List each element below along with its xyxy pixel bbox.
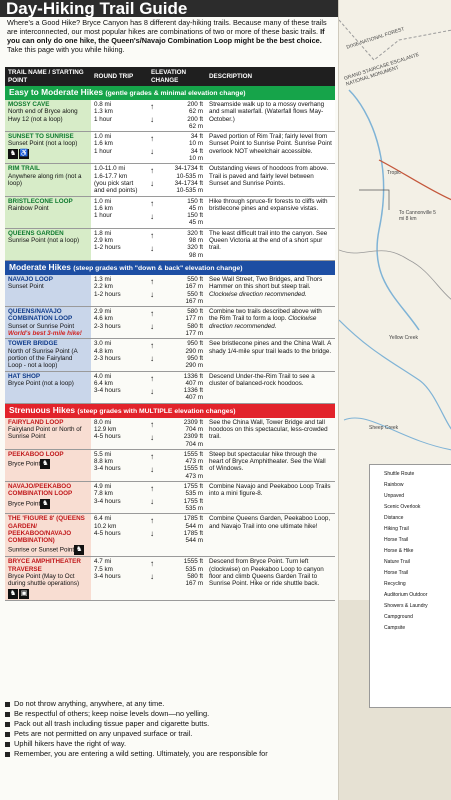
legend-label: Horse Trail xyxy=(384,570,409,576)
arrow-up-icon: ↑ xyxy=(150,198,154,208)
table-row xyxy=(5,371,335,403)
legend-label: Scenic Overlook xyxy=(384,504,421,510)
trail-description: Outstanding views of hoodoos from above. Trail is paved and fairly level between Sunset and Sunrise Points. xyxy=(209,165,329,187)
arrow-up-icon: ↑ xyxy=(150,451,154,461)
elevation-cell xyxy=(148,307,206,339)
trail-name-cell xyxy=(5,196,91,228)
elevation-values: 200 ft 62 m 200 ft 62 m xyxy=(187,101,203,130)
trail-name-cell xyxy=(5,482,91,514)
section-header xyxy=(5,403,335,418)
rule-text: Pets are not permitted on any unpaved surface or trail. xyxy=(14,729,193,738)
elevation-cell xyxy=(148,449,206,481)
elevation-values: 150 ft 45 m 150 ft 45 m xyxy=(187,197,203,227)
shuttle-icon: ▣ xyxy=(20,589,28,597)
table-row xyxy=(5,339,335,371)
trail-name: SUNSET TO SUNRISE xyxy=(8,133,74,141)
trail-name: BRISTLECONE LOOP xyxy=(8,197,73,205)
trail-description: See Wall Street, Two Bridges, and Thors Hammer on this short but steep trail. xyxy=(209,275,323,291)
section-subtitle: (steep grades with MULTIPLE elevation changes) xyxy=(77,407,236,415)
elevation-cell xyxy=(148,228,206,260)
intro-plain: Where's a Good Hike? Bryce Canyon has 8 different day-hiking trails. Because many of these trails are interconnected, our most popular hikes are combinations of two or more of these basic trails. xyxy=(7,18,327,36)
legend-item xyxy=(384,469,449,480)
trail-start: Bryce Point (May to Oct during shuttle operations) xyxy=(8,573,80,588)
trail-start: Sunset Point xyxy=(8,283,44,291)
map-label-dixie: DIXIE NATIONAL FOREST xyxy=(345,26,406,51)
arrow-down-icon: ↓ xyxy=(150,386,154,396)
legend-label: Nature Trail xyxy=(384,559,410,565)
rule-text: Be respectful of others; keep noise levels down—no yelling. xyxy=(14,709,210,718)
trail-description: Descend Under-the-Rim Trail to see a cluster of balanced-rock hoodoos. xyxy=(209,372,315,387)
description-cell xyxy=(206,339,335,371)
elevation-cell xyxy=(148,100,206,132)
trail-description: Combine Navajo and Peekaboo Loop Trails into a mini figure-8. xyxy=(209,483,331,498)
header-description: DESCRIPTION xyxy=(206,67,335,86)
arrow-up-icon: ↑ xyxy=(150,559,154,569)
arrow-down-icon: ↓ xyxy=(150,147,154,157)
trail-start: Sunset or Sunrise Point xyxy=(8,322,75,330)
trail-start: North of Sunrise Point (A portion of the Fairyland Loop - not a loop) xyxy=(8,347,78,370)
description-cell xyxy=(206,132,335,164)
trail-start: Bryce Point xyxy=(8,500,41,508)
rule-item xyxy=(5,729,335,739)
arrow-up-icon: ↑ xyxy=(150,166,154,176)
legend-item xyxy=(384,601,449,612)
elevation-values: 1755 ft 535 m 1755 ft 535 m xyxy=(183,483,203,512)
trail-description: Steep but spectacular hike through the heart of Bryce Amphitheater. See the Wall of Windows. xyxy=(209,450,326,473)
trail-description: Paved portion of Rim Trail; fairly level from Sunset Point to Sunrise Point. Sunrise Point overlook NOT wheelchair accessible. xyxy=(209,133,332,155)
table-row xyxy=(5,228,335,260)
trail-direction-note: Clockwise direction recommended. xyxy=(209,315,317,330)
description-cell xyxy=(206,100,335,132)
arrow-up-icon: ↑ xyxy=(150,230,154,240)
trail-description: Combine two trails described above with the Rim Trail to form a loop. xyxy=(209,308,322,323)
round-trip-cell: 4.0 mi 6.4 km 3-4 hours xyxy=(91,371,148,403)
trail-name-cell xyxy=(5,164,91,196)
description-cell xyxy=(206,275,335,307)
map-label-sheep-creek: Sheep Creek xyxy=(369,425,399,431)
round-trip-cell: 4.9 mi 7.8 km 3-4 hours xyxy=(91,482,148,514)
round-trip-cell: 1.3 mi 2.2 km 1-2 hours xyxy=(91,275,148,307)
elevation-values: 580 ft 177 m 580 ft 177 m xyxy=(185,308,203,338)
arrow-down-icon: ↓ xyxy=(150,464,154,474)
legend-label: Hiking Trail xyxy=(384,526,409,532)
section-header xyxy=(5,86,335,100)
arrow-down-icon: ↓ xyxy=(150,243,154,253)
horse-icon: ♞ xyxy=(76,546,83,554)
trail-name: FAIRYLAND LOOP xyxy=(8,418,64,426)
trail-start: North end of Bryce along Hwy 12 (not a loop) xyxy=(8,108,78,123)
legend-item xyxy=(384,590,449,601)
table-row xyxy=(5,100,335,132)
rule-text: Pack out all trash including tissue paper and cigarette butts. xyxy=(14,719,210,728)
table-row xyxy=(5,164,335,196)
arrow-down-icon: ↓ xyxy=(150,115,154,124)
section-header xyxy=(5,260,335,275)
trail-start: Sunset Point (not a loop) xyxy=(8,140,78,148)
map-label-yellow-creek: Yellow Creek xyxy=(389,335,418,341)
arrow-down-icon: ↓ xyxy=(150,179,154,189)
horse-icon: ♞ xyxy=(42,460,49,468)
description-cell xyxy=(206,371,335,403)
round-trip-cell: 1.0-11.0 mi 1.6-17.7 km (you pick start and end points) xyxy=(91,164,148,196)
trail-start: Fairyland Point or North of Sunrise Point xyxy=(8,425,82,441)
arrow-up-icon: ↑ xyxy=(150,134,154,144)
section-subtitle: (steep grades with "down & back" elevation change) xyxy=(73,264,243,272)
trail-name: HAT SHOP xyxy=(8,372,41,380)
elevation-cell xyxy=(148,371,206,403)
table-header-row xyxy=(5,67,335,86)
arrow-up-icon: ↑ xyxy=(150,309,154,319)
trail-name: MOSSY CAVE xyxy=(8,101,50,108)
round-trip-cell: 1.0 mi 1.6 km 1 hour xyxy=(91,196,148,228)
trail-name: QUEENS GARDEN xyxy=(8,229,64,237)
arrow-up-icon: ↑ xyxy=(150,516,154,526)
elevation-cell xyxy=(148,514,206,557)
header-trail-name: TRAIL NAME / STARTING POINT xyxy=(5,67,91,86)
table-body xyxy=(5,86,335,600)
description-cell xyxy=(206,514,335,557)
description-cell xyxy=(206,228,335,260)
legend-item xyxy=(384,612,449,623)
trail-description: Streamside walk up to a mossy overhang and small waterfall. (Waterfall flows May-October.) xyxy=(209,101,325,123)
trail-name-cell xyxy=(5,371,91,403)
legend-label: Shuttle Route xyxy=(384,471,415,477)
arrow-up-icon: ↑ xyxy=(150,276,154,286)
rule-text: Do not throw anything, anywhere, at any time. xyxy=(14,699,165,708)
section-title-text: Easy to Moderate Hikes xyxy=(9,87,104,97)
intro-bold: If you can only do one hike, the Queen's/Navajo Combination Loop might be the best choice. xyxy=(7,27,325,45)
trail-description: Descend from Bryce Point. Turn left (clockwise) on Peekaboo Loop to canyon floor and climb Queens Garden Trail to Sunrise Point. Hike or ride shuttle back. xyxy=(209,558,324,588)
elevation-values: 1555 ft 473 m 1555 ft 473 m xyxy=(183,450,203,480)
bullet-icon xyxy=(5,752,10,757)
intro-tail: Take this page with you while hiking. xyxy=(7,45,125,54)
table-row xyxy=(5,307,335,339)
rule-text: Uphill hikers have the right of way. xyxy=(14,739,127,748)
trail-name: RIM TRAIL xyxy=(8,165,40,173)
rule-text: Remember, you are entering a wild setting. Ultimately, you are responsible for xyxy=(14,749,268,758)
legend-label: Campsite xyxy=(384,625,406,631)
description-cell xyxy=(206,196,335,228)
trail-name-cell xyxy=(5,514,91,557)
legend-label: Distance xyxy=(384,515,404,521)
arrow-down-icon: ↓ xyxy=(150,432,154,442)
rule-item xyxy=(5,699,335,709)
trail-name: PEEKABOO LOOP xyxy=(8,450,64,458)
legend-item xyxy=(384,557,449,568)
arrow-up-icon: ↑ xyxy=(150,419,154,429)
elevation-cell xyxy=(148,164,206,196)
legend-label: Showers & Laundry xyxy=(384,603,428,609)
legend-label: Unpaved xyxy=(384,493,405,499)
arrow-down-icon: ↓ xyxy=(150,354,154,364)
trail-name-cell xyxy=(5,132,91,164)
arrow-down-icon: ↓ xyxy=(150,572,154,582)
description-cell xyxy=(206,307,335,339)
trail-name: THE 'FIGURE 8' (QUEENS GARDEN/ PEEKABOO/NAVAJO COMBINATION) xyxy=(8,515,85,545)
trail-description: See bristlecone pines and the China Wall. A shady 1/4-mile spur trail leads to the bridge. xyxy=(209,340,332,355)
legend-item xyxy=(384,546,449,557)
map-legend xyxy=(369,464,451,708)
section-title xyxy=(5,260,335,275)
legend-item xyxy=(384,568,449,579)
legend-item xyxy=(384,623,449,634)
elevation-cell xyxy=(148,196,206,228)
legend-label: Horse & Hike xyxy=(384,548,414,554)
table-row xyxy=(5,482,335,514)
round-trip-cell: 0.8 mi 1.3 km 1 hour xyxy=(91,100,148,132)
elevation-values: 2309 ft 704 m 2309 ft 704 m xyxy=(183,418,203,448)
description-cell xyxy=(206,449,335,481)
table-row xyxy=(5,418,335,450)
section-title-text: Moderate Hikes xyxy=(9,261,71,272)
trail-start: Bryce Point xyxy=(8,460,41,468)
legend-label: Auditorium Outdoor xyxy=(384,592,428,598)
wheelchair-icon: ♿ xyxy=(19,149,29,157)
trail-highlight: World's best 3-mile hike! xyxy=(8,330,82,338)
horse-icon: ♞ xyxy=(9,149,17,157)
park-map xyxy=(338,0,451,800)
rule-item xyxy=(5,739,335,749)
arrow-up-icon: ↑ xyxy=(150,484,154,494)
arrow-up-icon: ↑ xyxy=(150,373,154,383)
legend-label: Horse Trail xyxy=(384,537,409,543)
hiking-rules-list xyxy=(5,699,335,759)
trail-name-cell xyxy=(5,449,91,481)
table-row xyxy=(5,557,335,600)
elevation-cell xyxy=(148,275,206,307)
trail-name: TOWER BRIDGE xyxy=(8,340,58,348)
trail-start: Rainbow Point xyxy=(8,204,49,212)
legend-label: Campground xyxy=(384,614,413,620)
trail-name-cell xyxy=(5,275,91,307)
bullet-icon xyxy=(5,712,10,717)
header-elevation: ELEVATION CHANGE xyxy=(148,67,206,86)
trail-start: Bryce Point (not a loop) xyxy=(8,379,74,387)
table-row xyxy=(5,514,335,557)
elevation-cell xyxy=(148,557,206,600)
trail-description: See the China Wall, Tower Bridge and tall hoodoos on this spectacular, less-crowded trail. xyxy=(209,418,328,441)
trail-name-cell xyxy=(5,228,91,260)
map-label-monument: GRAND STAIRCASE ESCALANTE NATIONAL MONUMENT xyxy=(343,51,420,88)
trail-description: The least difficult trail into the canyon. See Queen Victoria at the end of a short spur trail. xyxy=(209,229,328,252)
page-title: Day-Hiking Trail Guide xyxy=(0,0,338,17)
arrow-down-icon: ↓ xyxy=(150,211,154,221)
legend-item xyxy=(384,513,449,524)
round-trip-cell: 1.8 mi 2.9 km 1-2 hours xyxy=(91,228,148,260)
description-cell xyxy=(206,557,335,600)
elevation-values: 1785 ft 544 m 1785 ft 544 m xyxy=(183,515,203,545)
description-cell xyxy=(206,164,335,196)
arrow-down-icon: ↓ xyxy=(150,529,154,539)
elevation-cell xyxy=(148,339,206,371)
legend-item xyxy=(384,491,449,502)
elevation-cell xyxy=(148,418,206,450)
legend-item xyxy=(384,535,449,546)
round-trip-cell: 8.0 mi 12.9 km 4-5 hours xyxy=(91,418,148,450)
section-subtitle: (gentle grades & minimal elevation change) xyxy=(105,90,246,97)
section-title xyxy=(5,403,335,418)
arrow-down-icon: ↓ xyxy=(150,289,154,299)
trail-name-cell xyxy=(5,418,91,450)
table-row xyxy=(5,275,335,307)
elevation-values: 1336 ft 407 m 1336 ft 407 m xyxy=(183,372,203,402)
trail-name: NAVAJO LOOP xyxy=(8,275,53,283)
legend-label: Recycling xyxy=(384,581,406,587)
arrow-up-icon: ↑ xyxy=(150,102,154,111)
elevation-cell xyxy=(148,132,206,164)
elevation-cell xyxy=(148,482,206,514)
elevation-values: 950 ft 290 m 950 ft 290 m xyxy=(185,340,203,370)
rule-item xyxy=(5,749,335,759)
legend-item xyxy=(384,480,449,491)
trail-start: Sunrise or Sunset Point xyxy=(8,547,75,555)
table-row xyxy=(5,196,335,228)
legend-label: Rainbow xyxy=(384,482,404,488)
horse-icon: ♞ xyxy=(9,589,17,597)
trail-name: QUEENS/NAVAJO COMBINATION LOOP xyxy=(8,308,73,323)
round-trip-cell: 5.5 mi 8.8 km 3-4 hours xyxy=(91,449,148,481)
trail-direction-note: Clockwise direction recommended. xyxy=(209,290,307,298)
trail-name-cell xyxy=(5,100,91,132)
elevation-values: 1555 ft 535 m 580 ft 167 m xyxy=(183,558,203,588)
trail-start: Sunrise Point (not a loop) xyxy=(8,237,80,245)
round-trip-cell: 2.9 mi 4.6 km 2-3 hours xyxy=(91,307,148,339)
table-row xyxy=(5,132,335,164)
bullet-icon xyxy=(5,742,10,747)
bullet-icon xyxy=(5,722,10,727)
elevation-values: 550 ft 167 m 550 ft 167 m xyxy=(185,275,203,305)
arrow-down-icon: ↓ xyxy=(150,497,154,507)
elevation-values: 34-1734 ft 10-535 m 34-1734 ft 10-535 m xyxy=(174,165,203,195)
trail-name: NAVAJO/PEEKABOO COMBINATION LOOP xyxy=(8,483,73,498)
arrow-up-icon: ↑ xyxy=(150,341,154,351)
elevation-values: 320 ft 98 m 320 ft 98 m xyxy=(187,229,203,259)
section-title-text: Strenuous Hikes xyxy=(9,404,76,415)
round-trip-cell: 3.0 mi 4.8 km 2-3 hours xyxy=(91,339,148,371)
trail-name: BRYCE AMPHITHEATER TRAVERSE xyxy=(8,558,81,573)
description-cell xyxy=(206,482,335,514)
arrow-down-icon: ↓ xyxy=(150,322,154,332)
map-label-cannonville: To Cannonville 5 mi 8 km xyxy=(399,210,436,222)
description-cell xyxy=(206,418,335,450)
trail-table xyxy=(5,67,335,601)
map-label-tropic: Tropic xyxy=(387,170,401,176)
table-row xyxy=(5,449,335,481)
intro-text xyxy=(7,18,333,54)
legend-item xyxy=(384,524,449,535)
trail-name-cell xyxy=(5,339,91,371)
trail-name-cell xyxy=(5,307,91,339)
trail-start: Anywhere along rim (not a loop) xyxy=(8,172,82,187)
round-trip-cell: 1.0 mi 1.6 km 1 hour xyxy=(91,132,148,164)
section-title xyxy=(5,86,335,100)
legend-item xyxy=(384,502,449,513)
round-trip-cell: 4.7 mi 7.5 km 3-4 hours xyxy=(91,557,148,600)
bullet-icon xyxy=(5,732,10,737)
rule-item xyxy=(5,719,335,729)
trail-name-cell xyxy=(5,557,91,600)
horse-icon: ♞ xyxy=(42,499,49,507)
trail-description: Hike through spruce-fir forests to cliffs with bristlecone pines and expansive vistas. xyxy=(209,197,328,212)
trail-description: Combine Queens Garden, Peekaboo Loop, and Navajo Trail into one ultimate hike! xyxy=(209,515,331,530)
legend-item xyxy=(384,579,449,590)
round-trip-cell: 6.4 mi 10.2 km 4-5 hours xyxy=(91,514,148,557)
rule-item xyxy=(5,709,335,719)
header-round-trip: ROUND TRIP xyxy=(91,67,148,86)
elevation-values: 34 ft 10 m 34 ft 10 m xyxy=(189,133,203,163)
bullet-icon xyxy=(5,702,10,707)
